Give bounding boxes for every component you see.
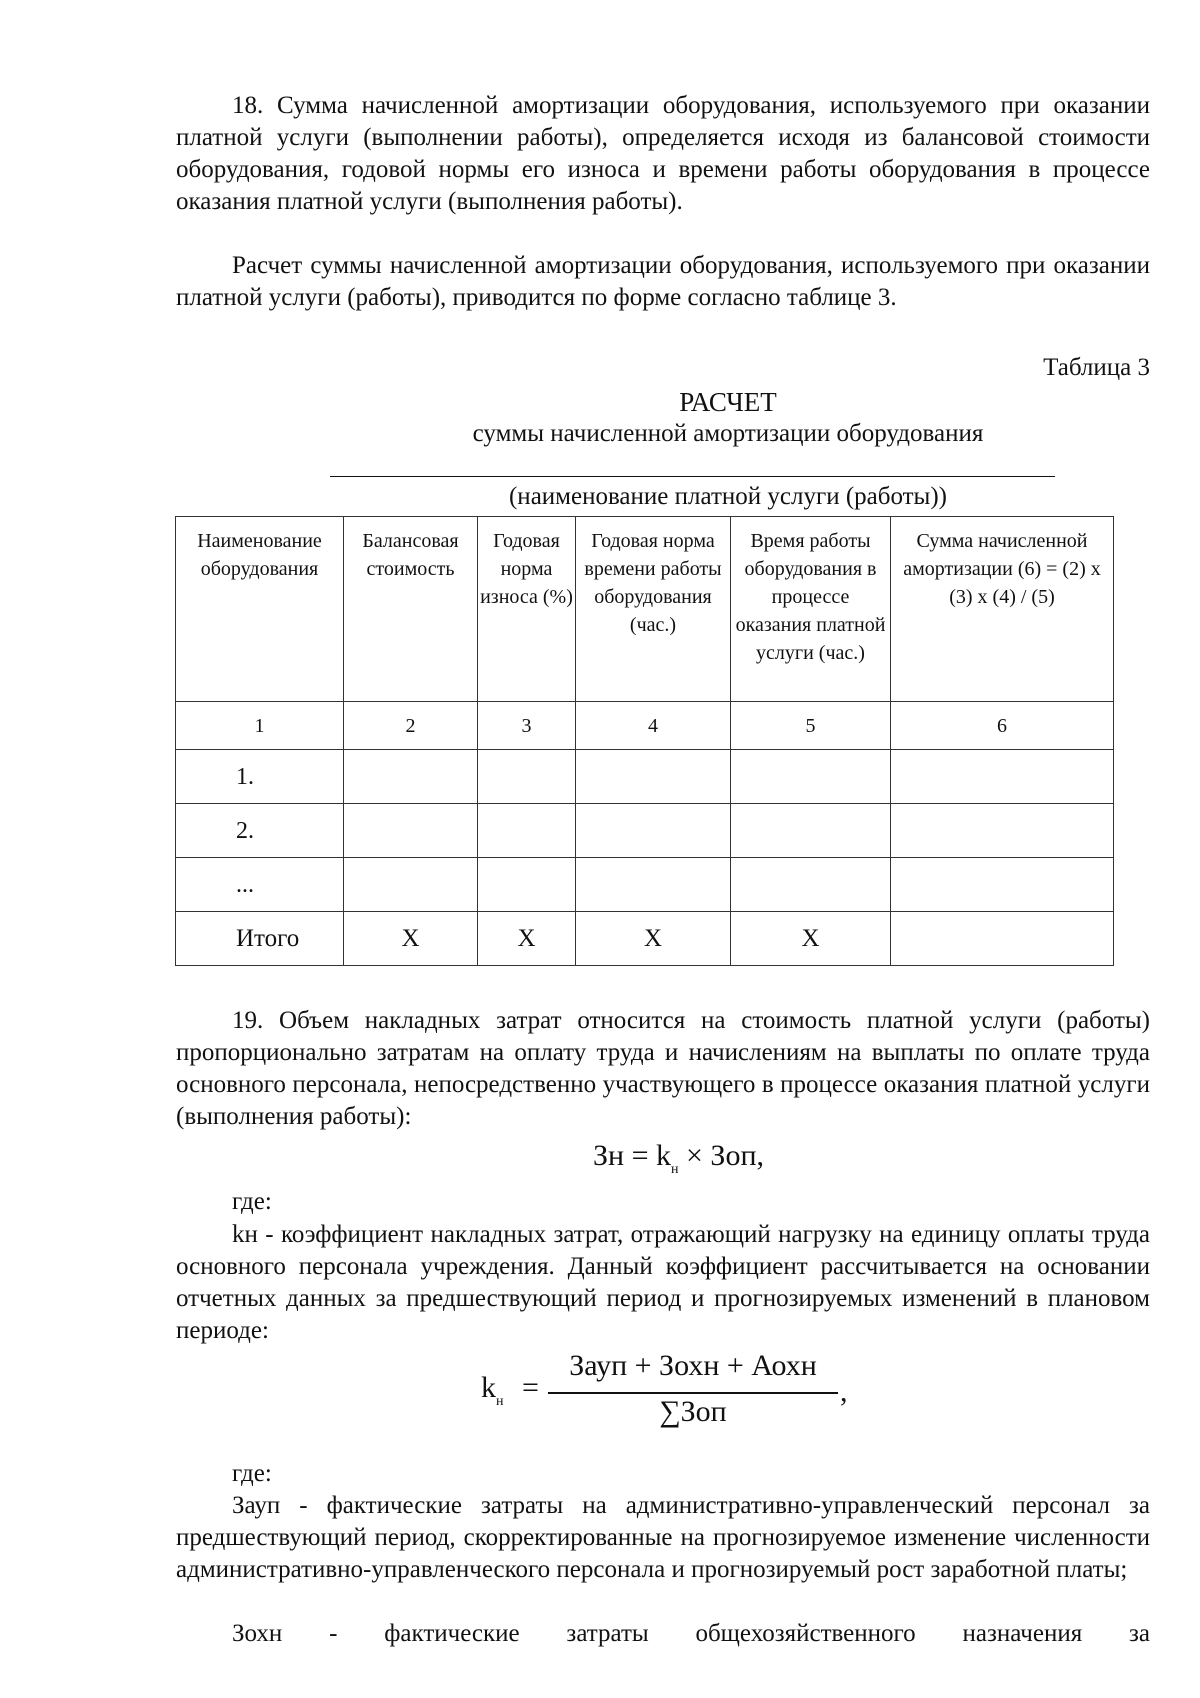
formula-subscript: н [671,1162,679,1177]
table-cell [891,858,1114,912]
total-x-mark: Х [731,912,891,966]
service-name-line [330,476,1055,477]
table-cell [344,804,478,858]
table-cell [478,858,576,912]
col-number: 4 [576,702,731,750]
paragraph-19: 19. Объем накладных затрат относится на стоимость платной услуги (работы) пропорционально затратам на оплату труда и начислениям на выплаты по оплате труда основного персонала, непосредственно участвующего в процессе оказания платной услуги (выполнения работы): [176,1007,1150,1130]
table-cell [891,750,1114,804]
header-annual-work-time: Годовая норма времени работы оборудования (час.) [576,517,731,702]
amortization-table [175,516,1114,966]
table-cell [891,912,1114,966]
paragraph-zohn: Зохн - фактические затраты общехозяйственного назначения за [232,1620,1150,1647]
table-cell [478,750,576,804]
table-row [176,750,1114,804]
formula-kn-lhs [481,1372,504,1410]
table-row [176,858,1114,912]
formula-rhs: × Зоп, [678,1139,765,1172]
formula-comma: , [840,1375,848,1408]
table-cell [731,804,891,858]
formula-numerator: Зауп + Зохн + Аохн [569,1349,817,1382]
paragraph-18-calc: Расчет суммы начисленной амортизации оборудования, используемого при оказании платной услуги (работы), приводится по форме согласно таблице 3. [176,252,1150,311]
formula-denominator: ∑Зоп [659,1395,727,1428]
row-label: 1. [176,750,344,804]
table-cell [576,858,731,912]
row-label: 2. [176,804,344,858]
table-cell [731,750,891,804]
header-annual-wear-rate: Годовая норма износа (%) [478,517,576,702]
table-cell [891,804,1114,858]
table-cell [576,804,731,858]
where-label-1: где: [232,1188,272,1215]
where-label-2: где: [232,1460,272,1487]
table-title: РАСЧЕТ [679,387,777,417]
fraction-bar [548,1392,838,1394]
table-header-row [176,517,1114,702]
table-cell [478,804,576,858]
formula-kn-symbol: k [481,1371,496,1404]
formula-equals: = [522,1371,539,1404]
table-column-numbers [176,702,1114,750]
paragraph-zaup: Зауп - фактические затраты на административно-управленческий персонал за предшествующий период, скорректированные на прогнозируемое изменение численности административно-управленческого персонала и прогнозируемый рост заработной платы; [176,1492,1150,1583]
table-cell [344,858,478,912]
table-cell [731,858,891,912]
total-x-mark: Х [344,912,478,966]
col-number: 5 [731,702,891,750]
col-number: 1 [176,702,344,750]
header-balance-cost: Балансовая стоимость [344,517,478,702]
table-cell [344,750,478,804]
formula-overhead [593,1140,764,1178]
formula-kn-subscript: н [496,1394,504,1409]
total-x-mark: Х [478,912,576,966]
total-x-mark: Х [576,912,731,966]
col-number: 2 [344,702,478,750]
table-subtitle: суммы начисленной амортизации оборудования [472,420,984,447]
formula-lhs: Зн = k [593,1139,672,1172]
paragraph-18: 18. Сумма начисленной амортизации оборудования, используемого при оказании платной услуги (выполнении работы), определяется исходя из балансовой стоимости оборудования, годовой нормы его износа и времени работы оборудования в процессе оказания платной услуги (выполнения работы). [176,92,1150,215]
table-total-row [176,912,1114,966]
paragraph-kn: kн - коэффициент накладных затрат, отражающий нагрузку на единицу оплаты труда основного персонала учреждения. Данный коэффициент рассчитывается на основании отчетных данных за предшествующий период и прогнозируемых изменений в плановом периоде: [176,1221,1150,1344]
total-label: Итого [176,912,344,966]
header-service-work-time: Время работы оборудования в процессе оказания платной услуги (час.) [731,517,891,702]
col-number: 3 [478,702,576,750]
header-equipment-name: Наименование оборудования [176,517,344,702]
table-caption: (наименование платной услуги (работы)) [508,483,948,510]
table-cell [576,750,731,804]
table-label: Таблица 3 [1043,354,1150,381]
header-amortization-sum: Сумма начисленной амортизации (6) = (2) х (3) х (4) / (5) [891,517,1114,702]
table-row [176,804,1114,858]
row-label: ... [176,858,344,912]
col-number: 6 [891,702,1114,750]
